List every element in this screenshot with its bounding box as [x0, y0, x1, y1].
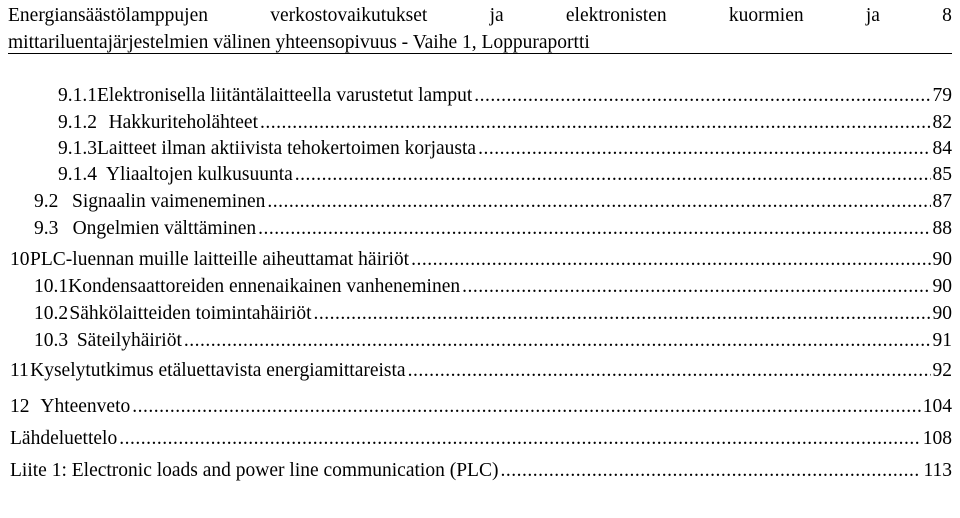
header-rule [8, 53, 952, 54]
toc-title: Yliaaltojen kulkusuunta [105, 164, 293, 185]
toc-page: 91 [932, 330, 952, 351]
toc-leader [411, 248, 930, 272]
toc-number: 9.1.4 [58, 164, 97, 185]
toc-leader [408, 359, 931, 383]
toc-number: 9.3 [34, 218, 59, 239]
toc-number: 10 [10, 249, 30, 270]
toc-leader [260, 111, 930, 135]
toc-title: Sähkölaitteiden toimintahäiriöt [69, 303, 312, 324]
toc-number: 10.1 [34, 276, 69, 297]
toc-entry[interactable] [34, 275, 952, 299]
toc-page: 82 [932, 112, 952, 133]
page-header [8, 2, 952, 56]
toc-number: 9.1.1 [58, 85, 97, 106]
toc-page: 108 [922, 428, 952, 449]
toc-leader [500, 459, 921, 483]
toc-title: Laitteet ilman aktiivista tehokertoimen korjausta [97, 138, 477, 159]
toc-number: 9.1.2 [58, 112, 97, 133]
toc-entry[interactable] [10, 359, 952, 383]
toc-entry[interactable] [58, 111, 952, 135]
header-line-2: mittariluentajärjestelmien välinen yhteensopivuus - Vaihe 1, Loppuraportti [8, 32, 590, 53]
toc-title: Kondensaattoreiden ennenaikainen vanheneminen [68, 276, 461, 297]
toc-number: 10.3 [34, 330, 69, 351]
header-word: kuormien [728, 5, 804, 26]
toc-entry[interactable] [10, 248, 952, 272]
toc-entry[interactable] [10, 427, 952, 451]
toc-entry[interactable] [58, 163, 952, 187]
toc-title: PLC-luennan muille laitteille aiheuttamat häiriöt [30, 249, 410, 270]
toc-title: Yhteenveto [40, 396, 131, 417]
header-word: ja [489, 5, 504, 26]
toc-title: Signaalin vaimeneminen [72, 191, 266, 212]
toc-leader [478, 137, 930, 161]
toc-title: Lähdeluettelo [10, 428, 118, 449]
toc-page: 104 [922, 396, 952, 417]
toc-leader [258, 217, 930, 241]
toc-leader [313, 302, 930, 326]
toc-title: Elektronisella liitäntälaitteella varustetut lamput [97, 85, 473, 106]
toc-number: 10.2 [34, 303, 69, 324]
header-line-1 [8, 2, 952, 29]
toc-page: 87 [932, 191, 952, 212]
header-word: elektronisten [565, 5, 667, 26]
toc-page: 85 [932, 164, 952, 185]
toc-page: 90 [932, 276, 952, 297]
toc-page: 88 [932, 218, 952, 239]
toc-number: 9.2 [34, 191, 59, 212]
toc-entry[interactable] [34, 329, 952, 353]
toc-number: 9.1.3 [58, 138, 97, 159]
header-word: verkostovaikutukset [270, 5, 428, 26]
toc-leader [267, 190, 930, 214]
toc-entry[interactable] [34, 302, 952, 326]
header-word: ja [865, 5, 880, 26]
toc-page: 90 [932, 249, 952, 270]
toc-leader [474, 84, 930, 108]
toc-page: 90 [932, 303, 952, 324]
toc-title: Ongelmien välttäminen [72, 218, 257, 239]
toc-page: 92 [932, 360, 952, 381]
toc-leader [295, 163, 931, 187]
toc-number: 12 [10, 396, 30, 417]
toc-title: Hakkuriteholähteet [108, 112, 259, 133]
toc-leader [462, 275, 930, 299]
toc-page: 79 [932, 85, 952, 106]
toc-page: 84 [932, 138, 952, 159]
toc-entry[interactable] [58, 137, 952, 161]
toc-page: 113 [923, 460, 952, 481]
toc-leader [119, 427, 921, 451]
toc-entry[interactable] [34, 190, 952, 214]
header-word: Energiansäästölamppujen [8, 5, 208, 26]
toc-title: Kyselytutkimus etäluettavista energiamittareista [30, 360, 406, 381]
page-number: 8 [942, 5, 952, 26]
toc-entry[interactable] [10, 459, 952, 483]
toc-title: Liite 1: Electronic loads and power line communication (PLC) [10, 460, 499, 481]
toc-title: Säteilyhäiriöt [76, 330, 182, 351]
toc-leader [132, 395, 920, 419]
toc-entry[interactable] [10, 395, 952, 419]
toc-number: 11 [10, 360, 29, 381]
toc-leader [184, 329, 931, 353]
toc-entry[interactable] [58, 84, 952, 108]
toc-entry[interactable] [34, 217, 952, 241]
